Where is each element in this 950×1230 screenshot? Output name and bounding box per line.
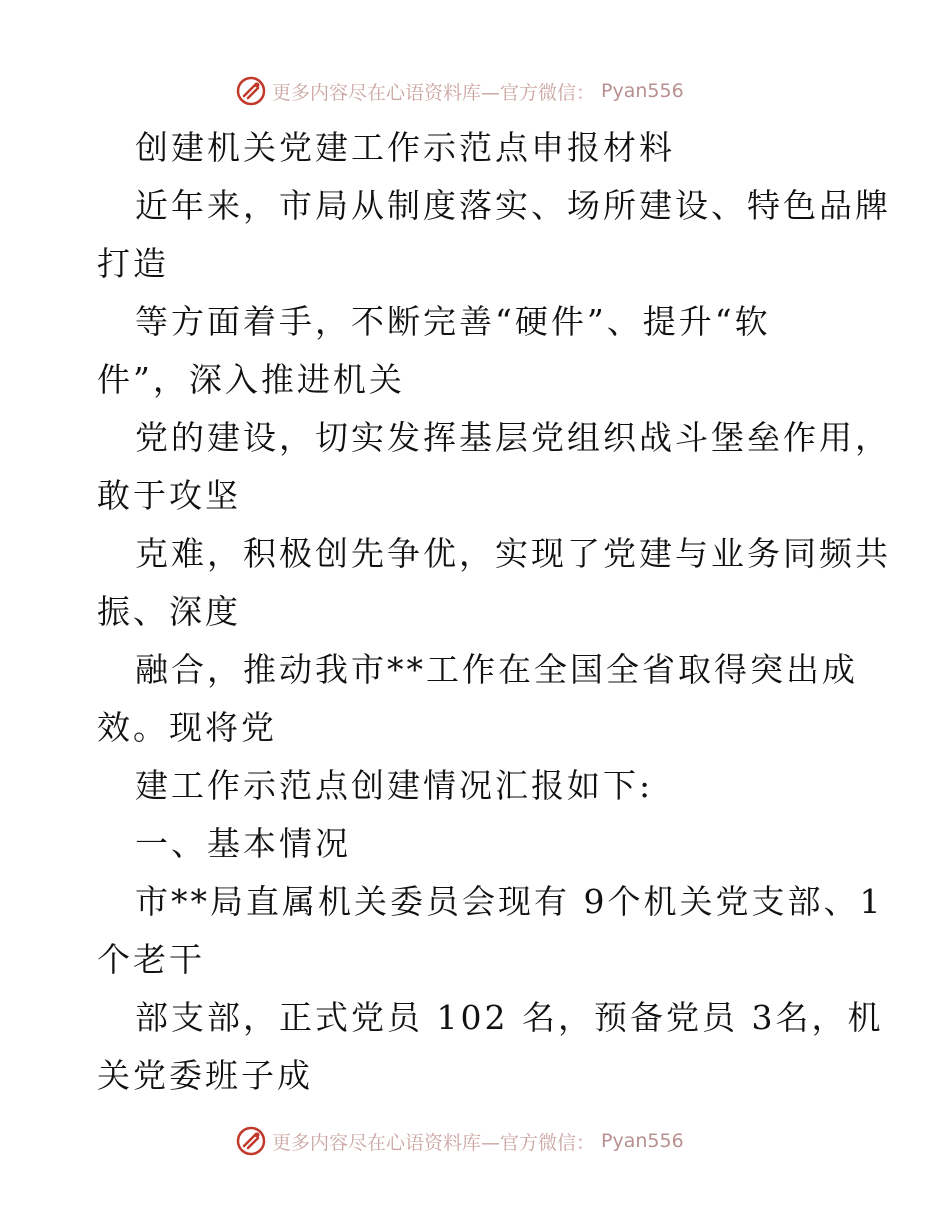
paragraph-line: 克难，积极创先争优，实现了党建与业务同频共 (135, 534, 891, 573)
paragraph-line: 近年来，市局从制度落实、场所建设、特色品牌 (135, 186, 891, 225)
paragraph-line: 等方面着手，不断完善“硬件”、提升“软 (135, 302, 771, 341)
watermark-account: Pyan556 (601, 80, 684, 102)
section-heading: 一、基本情况 (135, 824, 351, 863)
paragraph-line: 件”，深入推进机关 (97, 360, 405, 399)
watermark-footer (236, 1123, 684, 1159)
paragraph-line: 个老干 (97, 940, 205, 979)
paragraph-line: 敢于攻坚 (97, 476, 241, 515)
watermark-text: 更多内容尽在心语资料库—官方微信： (272, 81, 596, 104)
paragraph-line: 打造 (97, 244, 169, 283)
paragraph-line: 融合，推动我市**工作在全国全省取得突出成 (135, 650, 858, 689)
watermark-account: Pyan556 (601, 1130, 684, 1152)
paragraph-line: 建工作示范点创建情况汇报如下: (135, 766, 654, 805)
paragraph-line: 关党委班子成 (97, 1056, 313, 1095)
paragraph-line: 振、深度 (97, 592, 241, 631)
seal-logo-icon (236, 76, 266, 106)
paragraph-line: 部支部，正式党员 102 名，预备党员 3名，机 (135, 998, 884, 1037)
watermark-header (236, 73, 684, 109)
paragraph-line: 市**局直属机关委员会现有 9个机关党支部、1 (135, 882, 884, 921)
paragraph-line: 效。现将党 (97, 708, 277, 747)
watermark-text: 更多内容尽在心语资料库—官方微信： (272, 1131, 596, 1154)
paragraph-line: 党的建设，切实发挥基层党组织战斗堡垒作用， (135, 418, 891, 457)
document-title: 创建机关党建工作示范点申报材料 (135, 128, 675, 167)
seal-logo-icon (236, 1126, 266, 1156)
